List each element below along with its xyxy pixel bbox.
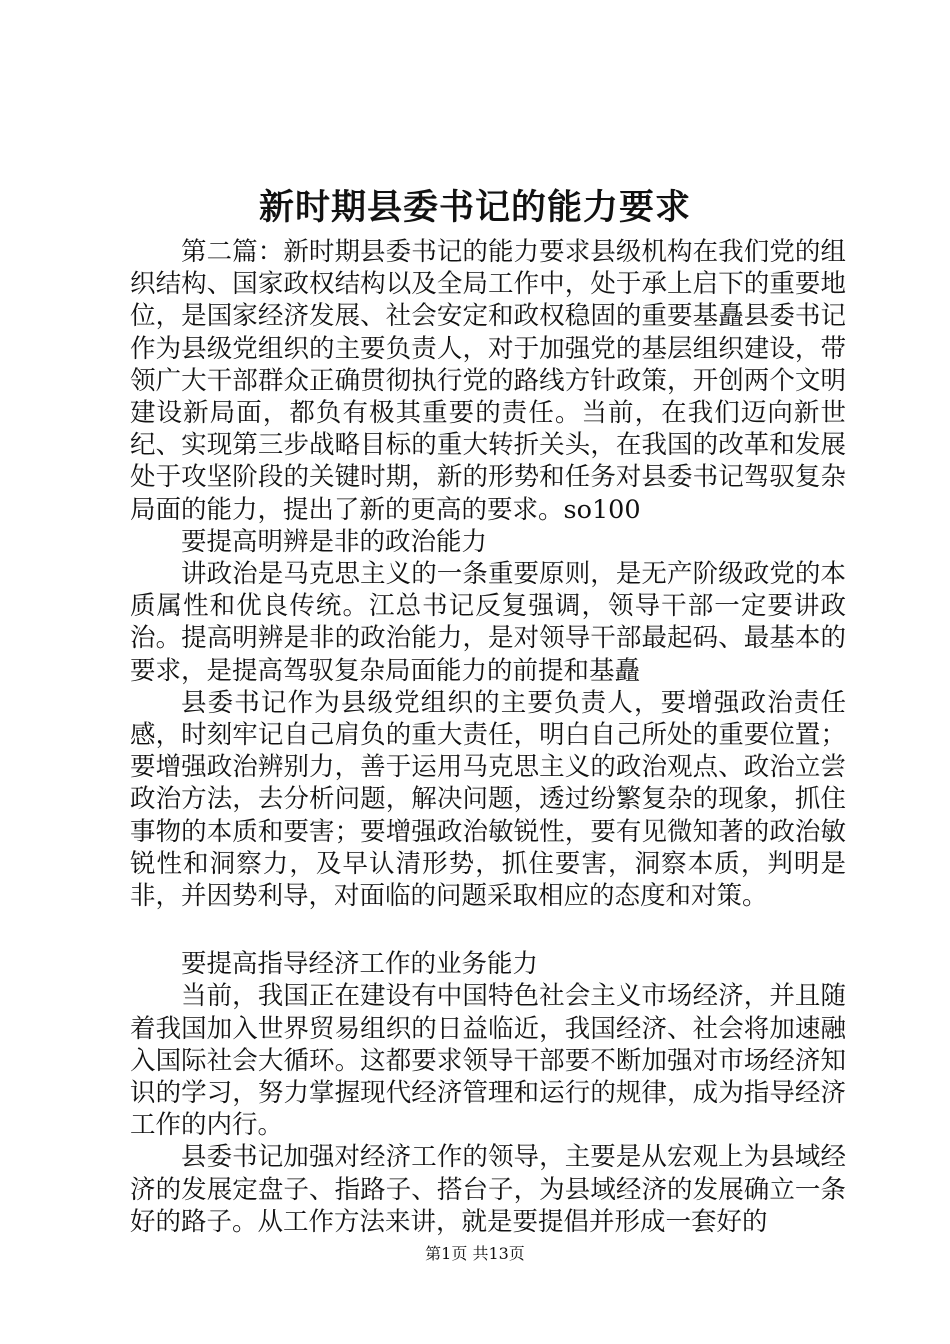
paragraph-political-principle: 讲政治是马克思主义的一条重要原则，是无产阶级政党的本质属性和优良传统。江总书记反复强调，领导干部一定要讲政治。提高明辨是非的政治能力，是对领导干部最起码、最基本的要求，是提高驾驭复杂局面能力的前提和基矗 bbox=[130, 559, 846, 686]
paragraph-county-secretary-politics: 县委书记作为县级党组织的主要负责人，要增强政治责任感，时刻牢记自己肩负的重大责任，明白自己所处的重要位置；要增强政治辨别力，善于运用马克思主义的政治观点、政治立尝政治方法，去分析问题，解决问题，透过纷繁复杂的现象，抓住事物的本质和要害；要增强政治敏锐性，要有见微知著的政治敏锐性和洞察力，及早认清形势，抓住要害，洞察本质，判明是非，并因势利导，对面临的问题采取相应的态度和对策。 bbox=[130, 687, 846, 912]
page-number-footer: 第1页 共13页 bbox=[425, 1244, 525, 1263]
section-heading-economic-ability: 要提高指导经济工作的业务能力 bbox=[181, 949, 539, 980]
paragraph-market-economy: 当前，我国正在建设有中国特色社会主义市场经济，并且随着我国加入世界贸易组织的日益临近，我国经济、社会将加速融入国际社会大循环。这都要求领导干部要不断加强对市场经济知识的学习，努力掌握现代经济管理和运行的规律，成为指导经济工作的内行。 bbox=[130, 981, 846, 1141]
paragraph-economic-leadership: 县委书记加强对经济工作的领导，主要是从宏观上为县域经济的发展定盘子、指路子、搭台子，为县域经济的发展确立一条好的路子。从工作方法来讲，就是要提倡并形成一套好的 bbox=[130, 1142, 846, 1237]
document-body bbox=[130, 236, 846, 1238]
paragraph-gap bbox=[130, 912, 846, 948]
section-heading-political-ability: 要提高明辨是非的政治能力 bbox=[181, 526, 488, 557]
paragraph-intro: 第二篇：新时期县委书记的能力要求县级机构在我们党的组织结构、国家政权结构以及全局工作中，处于承上启下的重要地位，是国家经济发展、社会安定和政权稳固的重要基矗县委书记作为县级党组织的主要负责人，对于加强党的基层组织建设，带领广大干部群众正确贯彻执行党的路线方针政策，开创两个文明建设新局面，都负有极其重要的责任。当前，在我们迈向新世纪、实现第三步战略目标的重大转折关头，在我国的改革和发展处于攻坚阶段的关键时期，新的形势和任务对县委书记驾驭复杂局面的能力，提出了新的更高的要求。so100 bbox=[130, 237, 846, 525]
document-title: 新时期县委书记的能力要求 bbox=[258, 187, 691, 228]
